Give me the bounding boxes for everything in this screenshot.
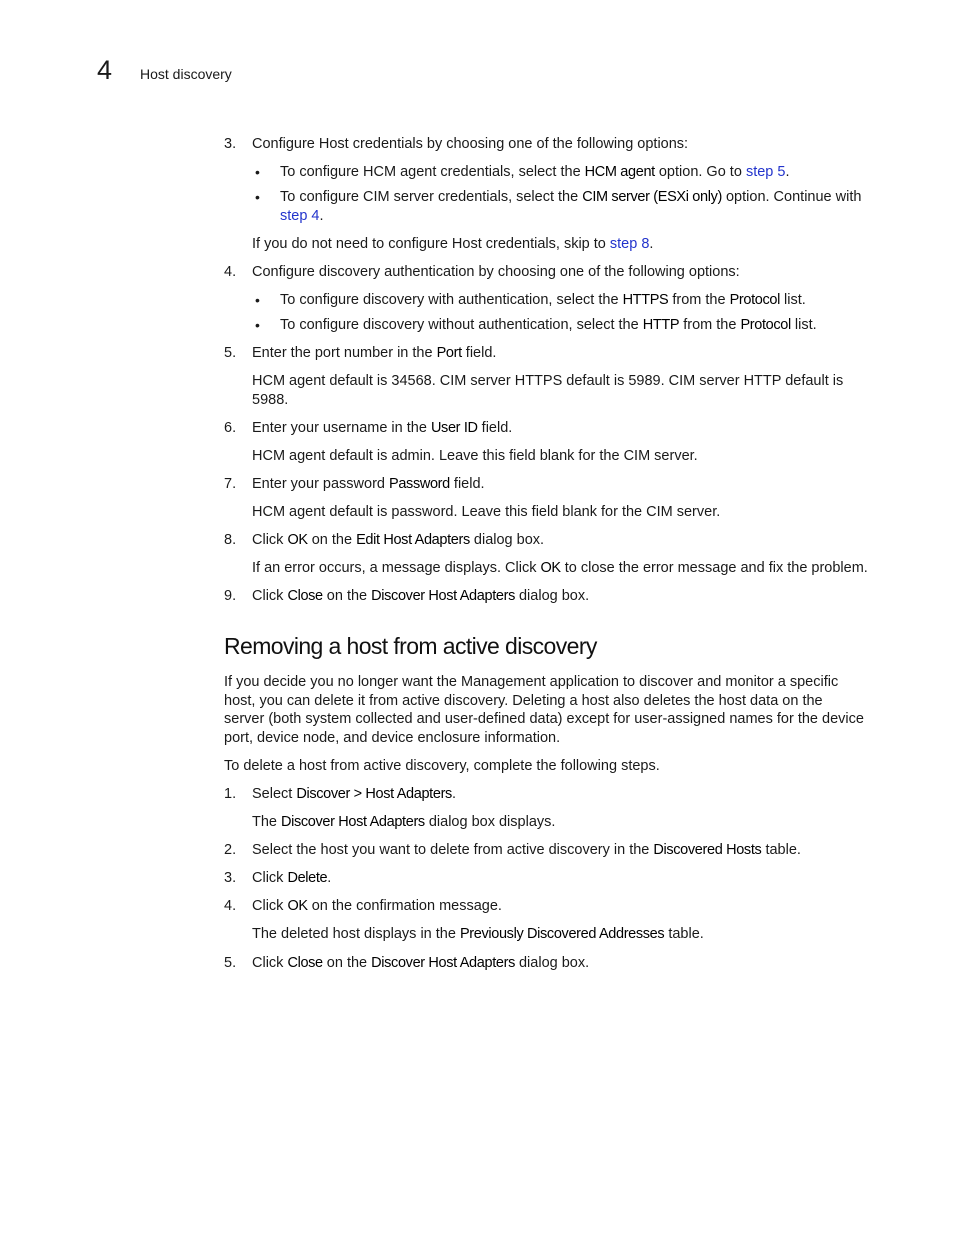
step-text: Click OK on the Edit Host Adapters dialog box.	[252, 532, 545, 548]
step-link[interactable]: step 5	[745, 164, 786, 180]
ui-term: Protocol	[740, 317, 791, 333]
bullet-item-continued: step 4.	[280, 208, 324, 224]
step-number: 7.	[224, 476, 237, 492]
step-text: Click Close on the Discover Host Adapters dialog box.	[252, 588, 590, 604]
step-note-continued: 5988.	[252, 392, 289, 408]
bullet-item: To configure discovery with authentication, select the HTTPS from the Protocol list.	[280, 292, 806, 308]
step-note: The deleted host displays in the Previously Discovered Addresses table.	[252, 926, 704, 942]
step-number: 9.	[224, 588, 237, 604]
step-text: Enter your password Password field.	[252, 476, 485, 492]
bullet: •	[255, 164, 260, 180]
paragraph-line: port, device node, and device enclosure information.	[224, 730, 561, 746]
step-number: 2.	[224, 842, 237, 858]
step-link[interactable]: step 8	[609, 236, 650, 252]
paragraph-line: server (both system collected and user-defined data) except for user-assigned names for the device	[224, 711, 864, 727]
ui-term: Close	[287, 588, 323, 604]
ui-term: Discover > Host Adapters	[296, 786, 452, 802]
ui-term: Close	[287, 955, 323, 971]
step-note: If you do not need to configure Host credentials, skip to step 8.	[252, 236, 654, 252]
ui-term: Discover Host Adapters	[371, 955, 515, 971]
ui-term: HCM agent	[584, 164, 655, 180]
paragraph: To delete a host from active discovery, complete the following steps.	[224, 758, 660, 774]
ui-term: CIM server (ESXi only)	[582, 189, 722, 205]
step-note: The Discover Host Adapters dialog box displays.	[252, 814, 556, 830]
ui-term: Discover Host Adapters	[371, 588, 515, 604]
ui-term: Edit Host Adapters	[356, 532, 470, 548]
step-text: Click OK on the confirmation message.	[252, 898, 502, 914]
step-number: 1.	[224, 786, 237, 802]
step-note: HCM agent default is password. Leave this field blank for the CIM server.	[252, 504, 721, 520]
ui-term: Previously Discovered Addresses	[459, 926, 665, 942]
ui-term: HTTP	[642, 317, 680, 333]
ui-term: HTTPS	[622, 292, 669, 308]
ui-term: OK	[287, 532, 308, 548]
step-note: HCM agent default is admin. Leave this field blank for the CIM server.	[252, 448, 698, 464]
step-number: 3.	[224, 136, 237, 152]
step-number: 4.	[224, 264, 237, 280]
step-text: Select Discover > Host Adapters.	[252, 786, 456, 802]
ui-term: OK	[287, 898, 308, 914]
paragraph-line: If you decide you no longer want the Management application to discover and monitor a specific	[224, 674, 839, 690]
step-text: Configure Host credentials by choosing one of the following options:	[252, 136, 689, 152]
step-text: Click Delete.	[252, 870, 332, 886]
step-note: HCM agent default is 34568. CIM server HTTPS default is 5989. CIM server HTTP default is	[252, 373, 844, 389]
ui-term: OK	[540, 560, 561, 576]
bullet-item: To configure discovery without authentication, select the HTTP from the Protocol list.	[280, 317, 817, 333]
bullet-item: To configure CIM server credentials, select the CIM server (ESXi only) option. Continue with	[280, 189, 862, 205]
step-number: 5.	[224, 955, 237, 971]
step-text: Select the host you want to delete from active discovery in the Discovered Hosts table.	[252, 842, 801, 858]
step-link[interactable]: step 4	[280, 208, 320, 224]
step-number: 3.	[224, 870, 237, 886]
bullet: •	[255, 317, 260, 333]
ui-term: Delete	[287, 870, 328, 886]
step-number: 4.	[224, 898, 237, 914]
ui-term: Password	[389, 476, 450, 492]
step-text: Enter the port number in the Port field.	[252, 345, 497, 361]
step-number: 6.	[224, 420, 237, 436]
step-note: If an error occurs, a message displays. Click OK to close the error message and fix the problem.	[252, 560, 868, 576]
chapter-number: 4	[97, 55, 113, 85]
ui-term: Protocol	[729, 292, 780, 308]
bullet: •	[255, 292, 260, 308]
section-heading: Removing a host from active discovery	[224, 633, 597, 659]
ui-term: Discovered Hosts	[653, 842, 762, 858]
step-text: Click Close on the Discover Host Adapters dialog box.	[252, 955, 590, 971]
ui-term: User ID	[430, 420, 478, 436]
chapter-title: Host discovery	[140, 66, 232, 82]
step-number: 8.	[224, 532, 237, 548]
paragraph-line: host, you can delete it from active discovery. Deleting a host also deletes the host data on the	[224, 693, 823, 709]
step-text: Configure discovery authentication by choosing one of the following options:	[252, 264, 740, 280]
step-number: 5.	[224, 345, 237, 361]
ui-term: Port	[436, 345, 462, 361]
ui-term: Discover Host Adapters	[281, 814, 425, 830]
step-text: Enter your username in the User ID field.	[252, 420, 513, 436]
bullet-item: To configure HCM agent credentials, select the HCM agent option. Go to step 5.	[280, 164, 790, 180]
bullet: •	[255, 189, 260, 205]
